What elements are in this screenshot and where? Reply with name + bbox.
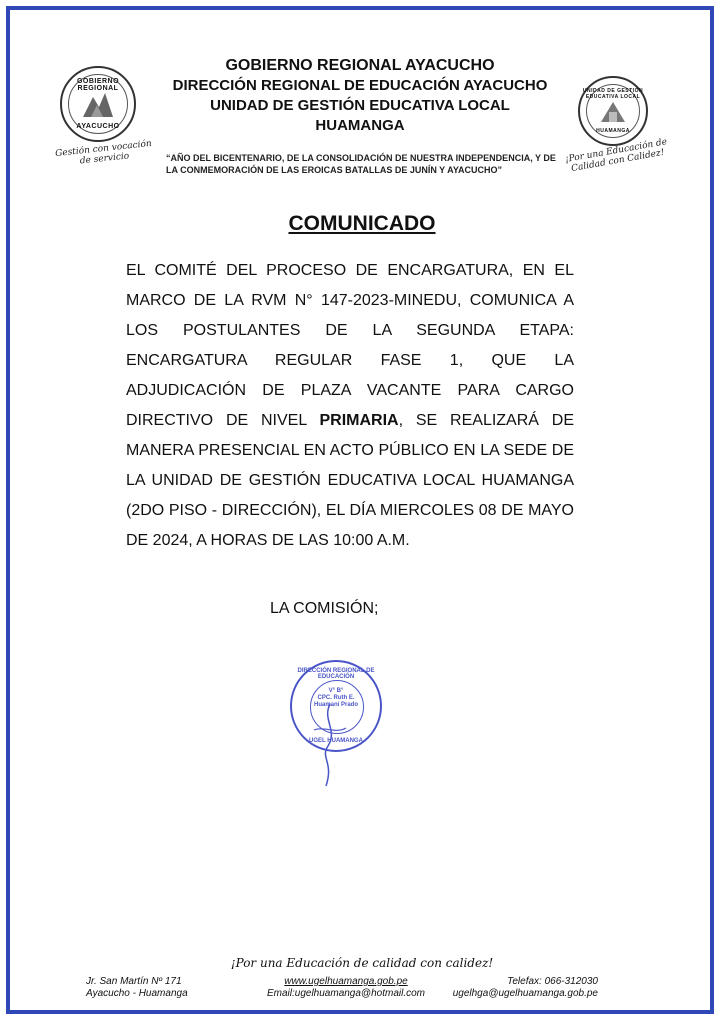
stamp-top-text: DIRECCIÓN REGIONAL DE EDUCACIÓN [297, 668, 375, 680]
stamp-name-2: Huamaní Prado [313, 702, 358, 708]
footer-website-link[interactable]: www.ugelhuamanga.gob.pe [284, 976, 408, 987]
header-line-2: DIRECCIÓN REGIONAL DE EDUCACIÓN AYACUCHO [172, 77, 548, 94]
body-level-bold: PRIMARIA [319, 412, 399, 429]
year-designation: “AÑO DEL BICENTENARIO, DE LA CONSOLIDACIÓN DE NUESTRA INDEPENDENCIA, Y DE LA CONMEMORACIÓN DE LAS EROICAS BATALLAS DE JUNÍN Y AYACUCHO” [166, 153, 556, 175]
header-line-3: UNIDAD DE GESTIÓN EDUCATIVA LOCAL [210, 97, 510, 114]
seal-left-top-text: GOBIERNO REGIONAL [76, 78, 120, 92]
footer-address-line-1: Jr. San Martín Nº 171 [86, 976, 182, 987]
announcement-body [126, 256, 574, 556]
seal-right-bottom-text: HUAMANGA [596, 128, 630, 134]
letterhead [150, 56, 570, 136]
footer-address [86, 976, 188, 1000]
footer-email-2[interactable]: ugelhga@ugelhuamanga.gob.pe [452, 988, 598, 999]
footer-address-line-2: Ayacucho - Huamanga [86, 988, 188, 999]
stamp-bottom-text: UGEL HUAMANGA [309, 738, 363, 744]
footer-phone-email [440, 976, 598, 1000]
seal-left-bottom-text: AYACUCHO [76, 123, 120, 130]
stamp-vb: V° B° [328, 688, 344, 694]
right-motto: ¡Por una Educación de Calidad con Calidez! [564, 137, 668, 175]
body-text-part-1: EL COMITÉ DEL PROCESO DE ENCARGATURA, EN EL MARCO DE LA RVM N° 147-2023-MINEDU, COMUNICA A LOS POSTULANTES DE LA SEGUNDA ETAPA: ENCARGATURA REGULAR FASE 1, QUE LA ADJUDICACIÓN DE PLAZA VACANTE PARA CARGO DIRECTIVO DE NIVEL [126, 262, 574, 429]
stamp-name-1: CPC. Ruth E. [317, 695, 355, 701]
seal-right-top-text: UNIDAD DE GESTIÓN EDUCATIVA LOCAL [582, 88, 644, 100]
header-line-1: GOBIERNO REGIONAL AYACUCHO [225, 57, 495, 74]
footer-email-link[interactable]: Email:ugelhuamanga@hotmail.com [266, 988, 425, 999]
footer-motto: ¡Por una Educación de calidad con calidez! [230, 956, 494, 970]
signoff: LA COMISIÓN; [270, 600, 379, 617]
document-title: COMUNICADO [288, 212, 436, 235]
header-line-4: HUAMANGA [315, 117, 405, 134]
left-motto: Gestión con vocación de servicio [54, 138, 153, 167]
ugel-seal [578, 76, 648, 146]
signature-icon [300, 700, 360, 790]
footer-contact [236, 976, 456, 1000]
mountain-emblem-icon [81, 87, 115, 121]
body-text-part-2: , SE REALIZARÁ DE MANERA PRESENCIAL EN ACTO PÚBLICO EN LA SEDE DE LA UNIDAD DE GESTIÓN EDUCATIVA LOCAL HUAMANGA (2DO PISO - DIRECCIÓN), EL DÍA MIERCOLES 08 DE MAYO DE 2024, A HORAS DE LAS 10:00 A.M. [126, 412, 575, 549]
footer-phone: Telefax: 066-312030 [507, 976, 598, 987]
regional-government-seal [60, 66, 136, 142]
building-emblem-icon [598, 96, 628, 126]
